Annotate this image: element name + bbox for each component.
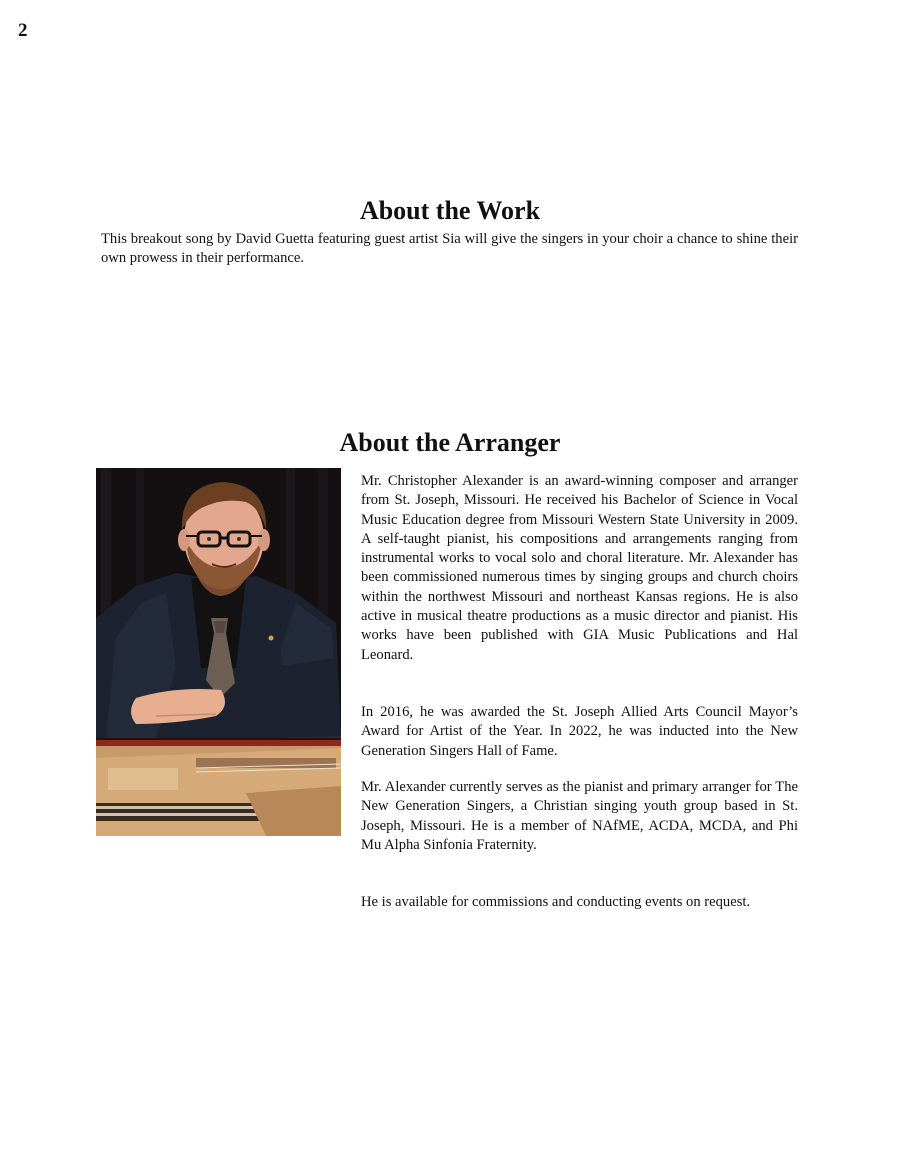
page-number: 2 [18,20,28,41]
about-work-text: This breakout song by David Guetta featuring guest artist Sia will give the singers in your choir a chance to shine their own prowess in their performance. [101,231,798,267]
arranger-bio-paragraph: Mr. Alexander currently serves as the pianist and primary arranger for The New Generation Singers, a Christian singing youth group based in St. Joseph, Missouri. He is a member of NAfME, ACDA, MCDA, and Phi Mu Alpha Sinfonia Fraternity. [361,779,798,853]
arranger-bio-paragraph: In 2016, he was awarded the St. Joseph Allied Arts Council Mayor’s Award for Artist of the Year. In 2022, he was inducted into the New Generation Singers Hall of Fame. [361,704,798,759]
arranger-bio-paragraph: He is available for commissions and conducting events on request. [361,894,751,910]
about-arranger-heading: About the Arranger [339,428,561,457]
arranger-bio-paragraph: Mr. Christopher Alexander is an award-winning composer and arranger from St. Joseph, Missouri. He received his Bachelor of Science in Vocal Music Education degree from Missouri Western State University in 2009. A self-taught pianist, his compositions and arrangements ranging from instrumental works to vocal solo and choral literature. Mr. Alexander has been commissioned numerous times by singing groups and church choirs within the northwest Missouri and northeast Kansas regions. He is also active in musical theatre productions as a music director and pianist. His works have been published with GIA Music Publications and Hal Leonard. [361,473,798,663]
arranger-photo [96,468,341,836]
about-work-heading: About the Work [359,196,541,225]
